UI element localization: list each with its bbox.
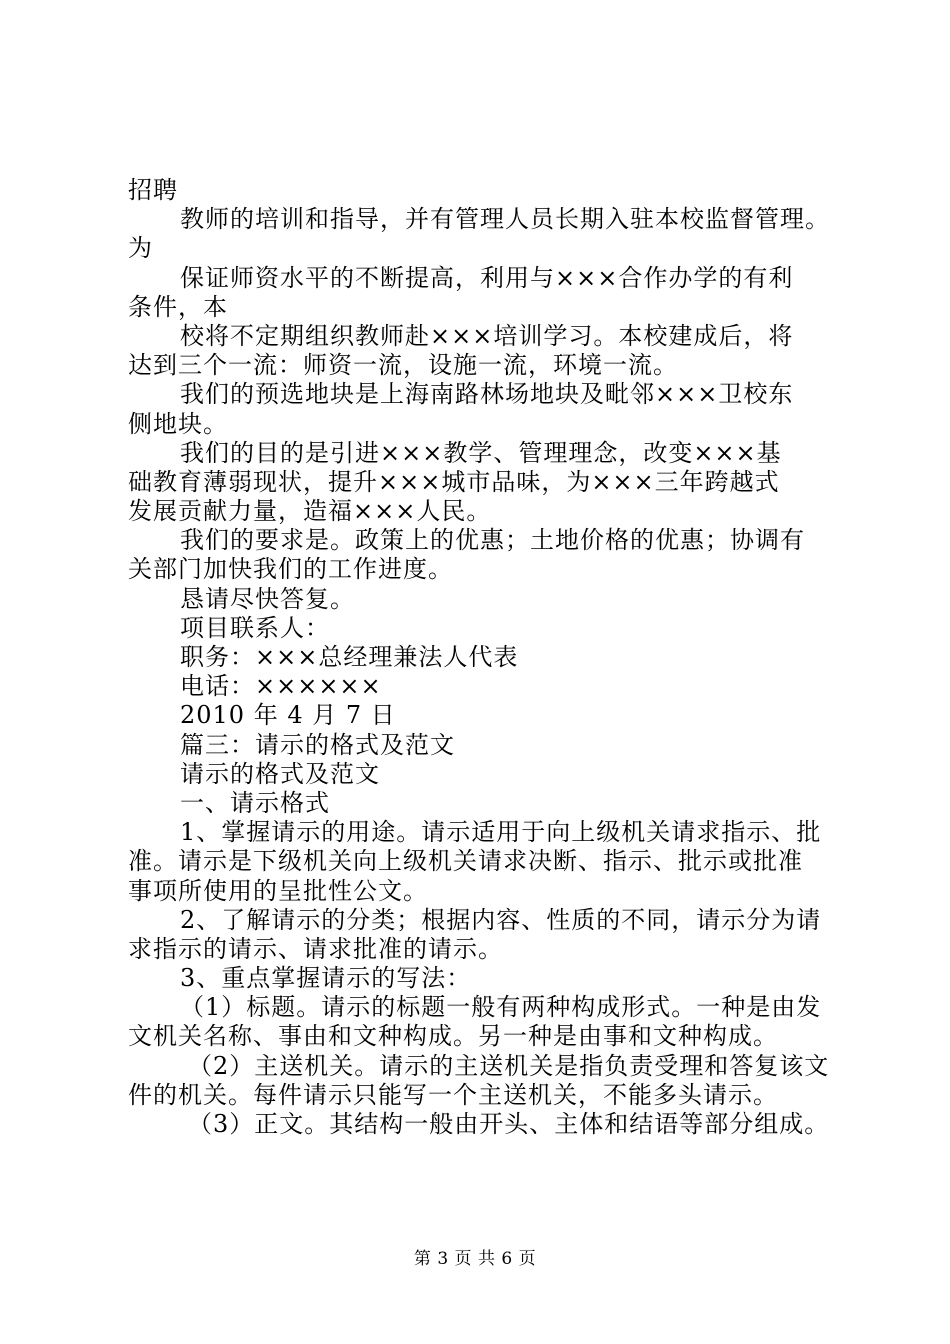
- text-line: 项目联系人：: [180, 613, 330, 642]
- text-line: 达到三个一流：师资一流，设施一流，环境一流。: [128, 351, 678, 380]
- text-line: 条件，本: [128, 292, 228, 321]
- document-body: [128, 176, 848, 1139]
- text-line: 文机关名称、事由和文种构成。另一种是由事和文种构成。: [128, 1022, 778, 1051]
- subsection-heading: 一、请示格式: [180, 788, 330, 817]
- text-line: （3）正文。其结构一般由开头、主体和结语等部分组成。: [188, 1110, 830, 1138]
- text-line: 3、重点掌握请示的写法：: [180, 964, 472, 993]
- text-line: 求指示的请示、请求批准的请示。: [128, 934, 503, 963]
- text-line: 2、了解请示的分类；根据内容、性质的不同，请示分为请: [180, 905, 822, 934]
- text-line: 我们的预选地块是上海南路林场地块及毗邻×××卫校东: [180, 380, 794, 409]
- text-line: 校将不定期组织教师赴×××培训学习。本校建成后，将: [180, 321, 794, 350]
- text-line: （2）主送机关。请示的主送机关是指负责受理和答复该文: [188, 1051, 830, 1080]
- text-line: 为: [128, 234, 153, 263]
- text-line: 发展贡献力量，造福×××人民。: [128, 497, 492, 526]
- page-number: 第 3 页 共 6 页: [413, 1249, 537, 1269]
- section-title: 请示的格式及范文: [180, 759, 380, 788]
- text-line: 电话：××××××: [180, 672, 382, 701]
- text-line: 我们的要求是。政策上的优惠；土地价格的优惠；协调有: [180, 526, 805, 555]
- text-line: 侧地块。: [128, 409, 228, 438]
- text-line: （1）标题。请示的标题一般有两种构成形式。一种是由发: [180, 993, 822, 1022]
- text-line: 恳请尽快答复。: [180, 584, 355, 613]
- section-heading: 篇三：请示的格式及范文: [180, 730, 455, 759]
- text-line: 准。请示是下级机关向上级机关请求决断、指示、批示或批准: [128, 847, 803, 876]
- date-line: 2010 年 4 月 7 日: [180, 701, 396, 730]
- text-line: 事项所使用的呈批性公文。: [128, 876, 428, 905]
- text-line: 础教育薄弱现状，提升×××城市品味，为×××三年跨越式: [128, 467, 780, 496]
- text-line: 件的机关。每件请示只能写一个主送机关，不能多头请示。: [128, 1080, 778, 1109]
- text-line: 我们的目的是引进×××教学、管理理念，改变×××基: [180, 438, 782, 467]
- text-line: 1、掌握请示的用途。请示适用于向上级机关请求指示、批: [180, 818, 822, 847]
- text-line: 保证师资水平的不断提高，利用与×××合作办学的有利: [180, 263, 794, 292]
- text-line: 招聘: [128, 176, 178, 204]
- text-line: 关部门加快我们的工作进度。: [128, 555, 453, 584]
- text-line: 教师的培训和指导，并有管理人员长期入驻本校监督管理。: [180, 205, 830, 234]
- text-line: 职务：×××总经理兼法人代表: [180, 643, 519, 671]
